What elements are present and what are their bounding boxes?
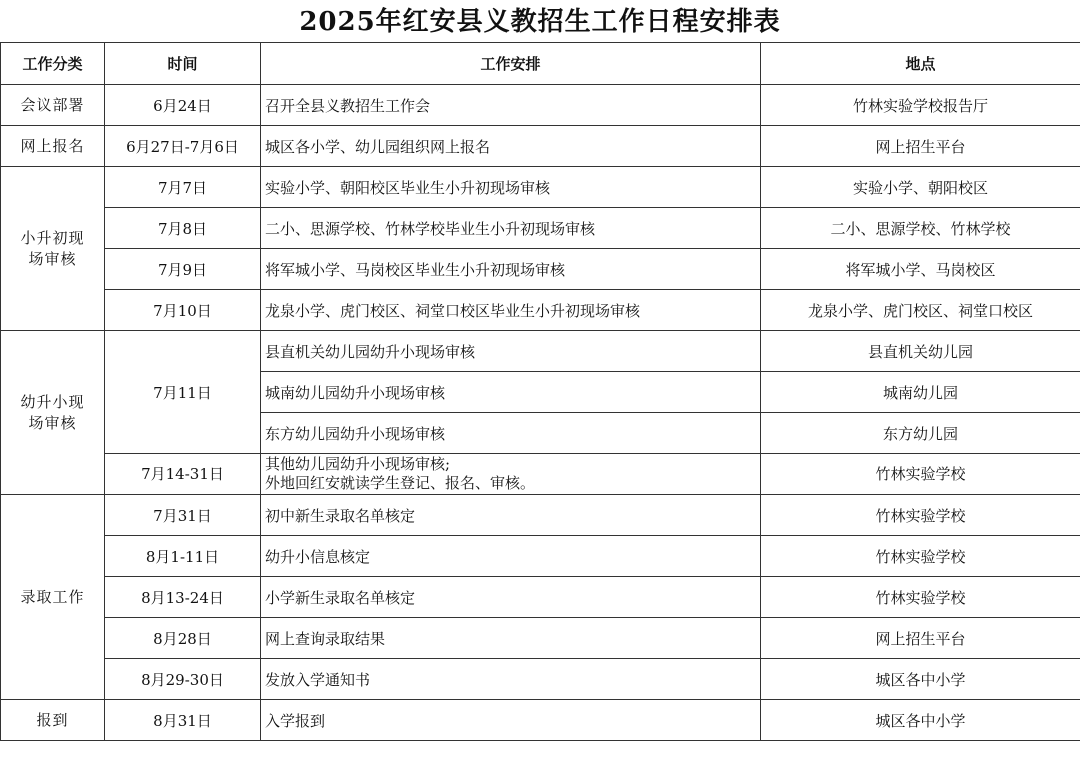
table-row [1,126,1080,167]
location-cell: 县直机关幼儿园 [761,331,1080,372]
task-cell: 城南幼儿园幼升小现场审核 [261,372,761,413]
location-cell: 城南幼儿园 [761,372,1080,413]
time-cell: 7月31日 [105,495,261,536]
location-cell: 龙泉小学、虎门校区、祠堂口校区 [761,290,1080,331]
task-line: 其他幼儿园幼升小现场审核; [265,455,451,473]
table-row [1,85,1080,126]
time-cell: 8月13-24日 [105,577,261,618]
category-cell: 幼升小现场审核 [1,331,105,495]
category-cell: 小升初现场审核 [1,167,105,331]
table-row [1,659,1080,700]
location-cell: 网上招生平台 [761,618,1080,659]
task-cell: 幼升小信息核定 [261,536,761,577]
task-cell: 入学报到 [261,700,761,741]
table-row [1,536,1080,577]
task-cell: 县直机关幼儿园幼升小现场审核 [261,331,761,372]
table-row [1,249,1080,290]
task-cell: 将军城小学、马岗校区毕业生小升初现场审核 [261,249,761,290]
location-cell: 竹林实验学校 [761,536,1080,577]
location-cell: 东方幼儿园 [761,413,1080,454]
location-cell: 城区各中小学 [761,700,1080,741]
time-cell: 7月7日 [105,167,261,208]
category-cell: 会议部署 [1,85,105,126]
location-cell: 竹林实验学校 [761,454,1080,495]
page-title: 2025年红安县义教招生工作日程安排表 [299,7,781,37]
category-cell: 网上报名 [1,126,105,167]
time-cell: 7月14-31日 [105,454,261,495]
task-cell: 城区各小学、幼儿园组织网上报名 [261,126,761,167]
header-task: 工作安排 [261,43,761,85]
location-cell: 城区各中小学 [761,659,1080,700]
table-row [1,208,1080,249]
task-cell: 二小、思源学校、竹林学校毕业生小升初现场审核 [261,208,761,249]
time-cell: 7月10日 [105,290,261,331]
category-cell: 报到 [1,700,105,741]
location-cell: 竹林实验学校 [761,495,1080,536]
time-cell: 8月29-30日 [105,659,261,700]
schedule-table [0,42,1080,741]
table-row [1,577,1080,618]
task-cell: 龙泉小学、虎门校区、祠堂口校区毕业生小升初现场审核 [261,290,761,331]
location-cell: 网上招生平台 [761,126,1080,167]
table-row [1,454,1080,495]
location-cell: 竹林实验学校 [761,577,1080,618]
task-cell: 东方幼儿园幼升小现场审核 [261,413,761,454]
header-location: 地点 [761,43,1080,85]
task-cell: 召开全县义教招生工作会 [261,85,761,126]
time-cell: 7月11日 [105,331,261,454]
task-cell: 实验小学、朝阳校区毕业生小升初现场审核 [261,167,761,208]
time-cell: 8月1-11日 [105,536,261,577]
task-cell: 初中新生录取名单核定 [261,495,761,536]
time-cell: 8月28日 [105,618,261,659]
table-row [1,167,1080,208]
time-cell: 6月27日-7月6日 [105,126,261,167]
task-cell: 网上查询录取结果 [261,618,761,659]
table-row [1,618,1080,659]
location-cell: 竹林实验学校报告厅 [761,85,1080,126]
time-cell: 7月8日 [105,208,261,249]
location-cell: 实验小学、朝阳校区 [761,167,1080,208]
task-cell [261,454,761,495]
location-cell: 将军城小学、马岗校区 [761,249,1080,290]
header-category: 工作分类 [1,43,105,85]
table-row [1,495,1080,536]
table-header-row [1,43,1080,85]
time-cell: 8月31日 [105,700,261,741]
location-cell: 二小、思源学校、竹林学校 [761,208,1080,249]
task-cell: 发放入学通知书 [261,659,761,700]
time-cell: 7月9日 [105,249,261,290]
table-row [1,331,1080,372]
category-cell: 录取工作 [1,495,105,700]
table-row [1,700,1080,741]
time-cell: 6月24日 [105,85,261,126]
header-time: 时间 [105,43,261,85]
table-row [1,290,1080,331]
task-line: 外地回红安就读学生登记、报名、审核。 [265,474,536,492]
task-cell: 小学新生录取名单核定 [261,577,761,618]
